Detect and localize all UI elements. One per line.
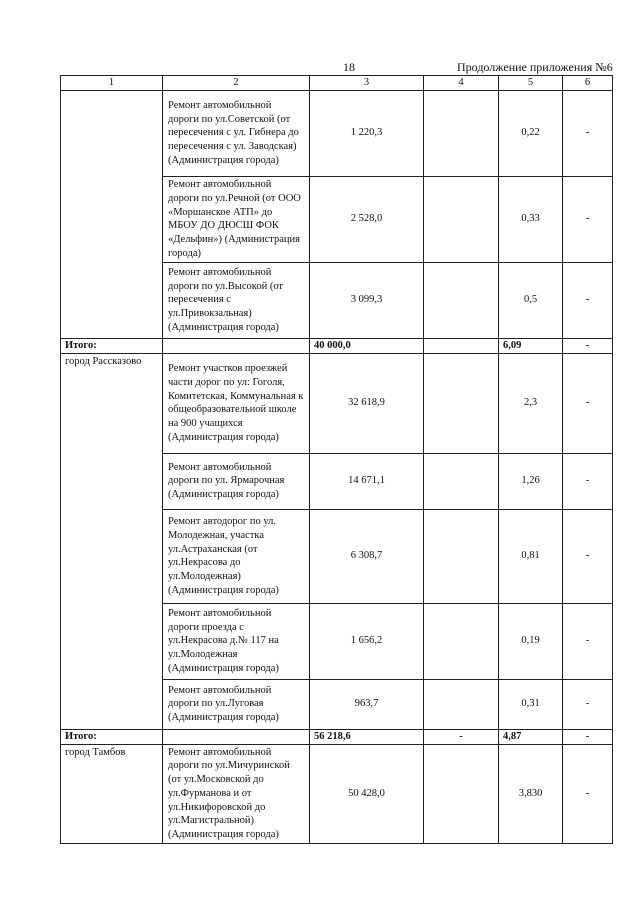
cost-value: 1 220,3 [310,90,424,176]
total-label: Итого: [61,729,163,744]
work-description: Ремонт автомобильной дороги по ул.Советской (от пересечения с ул. Гибнера до пересечения с ул. Заводская) (Администрация города) [163,90,310,176]
work-description: Ремонт участков проезжей части дорог по ул: Гоголя, Комитетская, Коммунальная к общеобразовательной школе на 900 учащихся (Администрация города) [163,353,310,453]
column-header: 4 [424,76,499,91]
total-cost: 40 000,0 [310,338,424,353]
work-description: Ремонт автомобильной дороги по ул.Высокой (от пересечения с ул.Привокзальная) (Администрация города) [163,262,310,338]
col6-value: - [563,90,613,176]
length-value: 0,31 [499,679,563,729]
cost-value: 3 099,3 [310,262,424,338]
cost-value: 2 528,0 [310,176,424,262]
col4-value [424,509,499,603]
city-cell [61,90,163,338]
total-cost: 56 218,6 [310,729,424,744]
col6-value: - [563,679,613,729]
col4-value [424,353,499,453]
col6-value: - [563,509,613,603]
cost-value: 14 671,1 [310,453,424,509]
work-description: Ремонт автомобильной дороги проезда с ул.Некрасова д.№ 117 на ул.Молодежная (Администрация города) [163,603,310,679]
col6-value: - [563,176,613,262]
cost-value: 32 618,9 [310,353,424,453]
column-header: 1 [61,76,163,91]
col4-value [424,603,499,679]
col4-value [424,262,499,338]
col4-value [424,176,499,262]
appendix-note: Продолжение приложения №6 [457,60,613,74]
total-col6: - [563,338,613,353]
cost-value: 963,7 [310,679,424,729]
column-header: 6 [563,76,613,91]
col6-value: - [563,453,613,509]
col4-value [424,744,499,843]
col4-value [424,90,499,176]
col4-value [424,679,499,729]
table-row [61,744,613,843]
length-value: 0,19 [499,603,563,679]
length-value: 0,33 [499,176,563,262]
col6-value: - [563,744,613,843]
work-description: Ремонт автомобильной дороги по ул. Ярмарочная (Администрация города) [163,453,310,509]
length-value: 0,5 [499,262,563,338]
column-header: 3 [310,76,424,91]
col6-value: - [563,262,613,338]
city-cell: город Рассказово [61,353,163,729]
total-col6: - [563,729,613,744]
work-description: Ремонт автодорог по ул. Молодежная, участка ул.Астраханская (от ул.Некрасова до ул.Молодежная) (Администрация города) [163,509,310,603]
total-length: 4,87 [499,729,563,744]
city-cell: город Тамбов [61,744,163,843]
total-col4: - [424,729,499,744]
length-value: 0,22 [499,90,563,176]
total-label: Итого: [61,338,163,353]
cost-value: 50 428,0 [310,744,424,843]
total-length: 6,09 [499,338,563,353]
cost-value: 1 656,2 [310,603,424,679]
column-header: 2 [163,76,310,91]
work-description: Ремонт автомобильной дороги по ул.Луговая (Администрация города) [163,679,310,729]
total-empty-cell [163,729,310,744]
col6-value: - [563,603,613,679]
total-empty-cell [163,338,310,353]
length-value: 3,830 [499,744,563,843]
page-number: 18 [343,60,355,74]
cost-value: 6 308,7 [310,509,424,603]
roads-table [60,75,613,844]
work-description: Ремонт автомобильной дороги по ул.Речной (от ООО «Моршанское АТП» до МБОУ ДО ДЮСШ ФОК «Дельфин») (Администрация города) [163,176,310,262]
total-row [61,338,613,353]
total-col4 [424,338,499,353]
col4-value [424,453,499,509]
length-value: 2,3 [499,353,563,453]
work-description: Ремонт автомобильной дороги по ул.Мичуринской (от ул.Московской до ул.Фурманова и от ул.Никифоровской до ул.Магистральной) (Администрация города) [163,744,310,843]
column-header-row [61,76,613,91]
table-row [61,90,613,176]
length-value: 0,81 [499,509,563,603]
total-row [61,729,613,744]
table-row [61,353,613,453]
column-header: 5 [499,76,563,91]
length-value: 1,26 [499,453,563,509]
col6-value: - [563,353,613,453]
